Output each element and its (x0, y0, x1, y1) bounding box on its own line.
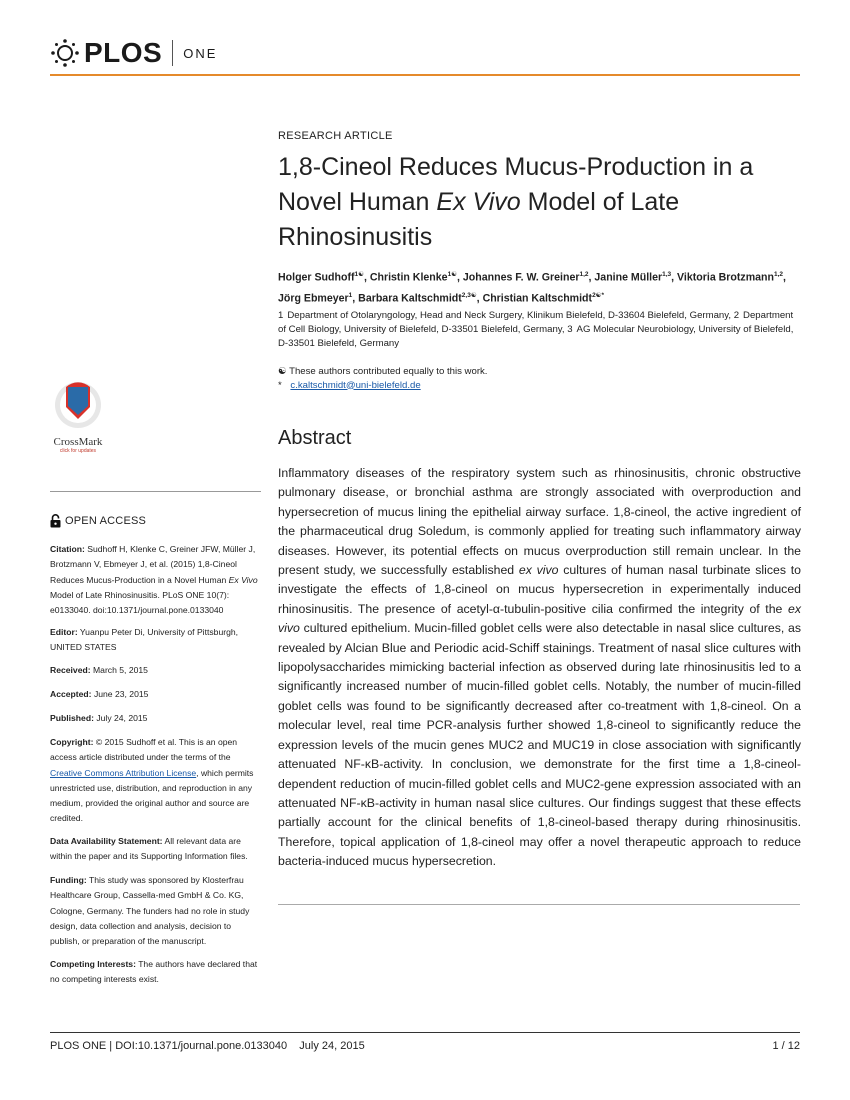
author-name[interactable]: Barbara Kaltschmidt (358, 292, 462, 305)
author-affiliation-marker: 2☯* (592, 291, 605, 299)
affiliations (278, 309, 803, 351)
article-title (278, 150, 798, 255)
data-availability-block (50, 834, 262, 865)
abstract-italic: ex vivo (278, 601, 801, 636)
corresponding-author-note (278, 379, 798, 393)
competing-interests-label: Competing Interests: (50, 959, 136, 969)
abstract-rule (278, 904, 800, 905)
footer-rule (50, 1032, 800, 1033)
author-name[interactable]: Christin Klenke (369, 271, 448, 284)
abstract-heading: Abstract (278, 427, 352, 449)
editor-block (50, 625, 262, 656)
data-availability-text: All relevant data are within the paper and its Supporting Information files. (50, 836, 248, 862)
author-notes (278, 365, 798, 392)
funding-text: This study was sponsored by Klosterfrau Healthcare Group, Cassella-med GmbH & Co. KG, Cologne, Germany. The funders had no role in study design, data collection and analysis, decision to publish, or preparation of the manuscript. (50, 875, 250, 947)
header-rule (50, 74, 800, 76)
crossmark-sublabel: click for updates (59, 448, 97, 454)
citation-block (50, 542, 262, 618)
affiliation-number: 2 (733, 310, 740, 321)
crossmark-badge[interactable] (47, 381, 109, 454)
logo-one-text: ONE (183, 45, 218, 61)
affiliation-text: Department of Otolaryngology, Head and Neck Surgery, Klinikum Bielefeld, D-33604 Bielefeld, Germany, (287, 310, 732, 321)
author-affiliation-marker: 1☯ (354, 271, 364, 278)
affiliation-number: 3 (567, 324, 573, 335)
logo-plos-text: PLOS (84, 37, 163, 68)
open-access-badge (50, 514, 146, 528)
abstract-text (278, 464, 801, 872)
received-label: Received: (50, 665, 91, 675)
page-number: 1 / 12 (772, 1040, 800, 1052)
author-name[interactable]: Viktoria Brotzmann (677, 271, 774, 284)
author-name[interactable]: Jörg Ebmeyer (278, 292, 349, 305)
accepted-label: Accepted: (50, 689, 92, 699)
author-name[interactable]: Johannes F. W. Greiner (462, 271, 580, 284)
abstract-part: cultures of human nasal turbinate slices to investigate the effects of 1,8-cineol on mucus hypersecretion in experimentally induced rhinosinusitis. The presence of acetyl-α-tubulin-positive cilia confirmed the integrity of the (278, 563, 801, 616)
copyright-block (50, 735, 262, 827)
author-affiliation-marker: 1,3 (662, 271, 672, 278)
affiliation-text: AG Molecular Neurobiology, University of Bielefeld, D-33501 Bielefeld, Germany (278, 324, 794, 349)
abstract-part: cultured epithelium. Mucin-filled goblet cells were also detectable in nasal slice cultures, as revealed by Alcian Blue and Periodic acid-Schiff stainings. Treatment of nasal slice cultures with lipopolysaccharides mimicking bacterial infection as observed during late rhinosinusitis led to a significantly increased number of mucin-filled goblet cells. Notably, the number of mucin-filled goblet cells was found to be significantly decreased after co-treatment with 1,8-cineol. On a molecular level, real time PCR-analysis further showed 1,8-cineol to significantly reduce the expression levels of the mucin genes MUC2 and MUC19 in close association with significantly attenuated NF-κB-activity. In conclusion, we demonstrate for the first time a 1,8-cineol-dependent reduction of mucin-filled goblet cells and MUC2-gene expression associated with an attenuated NF-κB-activity in human nasal slice cultures. Our findings suggest that these effects partially account for the clinical benefits of 1,8-cineol-based therapy during rhinosinusitis. Therefore, topical application of 1,8-cineol may offer a novel therapeutic approach to reduce bacteria-induced mucus hypersecretion. (278, 621, 801, 869)
lock-open-icon (50, 514, 61, 528)
published-date: July 24, 2015 (96, 713, 148, 723)
equal-contribution-note: ☯ These authors contributed equally to this work. (278, 366, 488, 377)
accepted-date: June 23, 2015 (93, 689, 149, 699)
citation-italic: Ex Vivo (228, 574, 258, 585)
crossmark-icon (47, 381, 109, 429)
sidebar-rule (50, 491, 261, 492)
abstract-part: Inflammatory diseases of the respiratory system such as rhinosinusitis, chronic obstructive pulmonary disease, or bronchial asthma are strongly associated with overproduction and hypersecretion of mucus lining the epithelial airway surface. 1,8-cineol, the active ingredient of the pharmaceutical drug Soledum, is commonly applied for treating such inflammatory airway diseases. However, its potential effects on mucus overproduction still remain unclear. In the present study, we successfully established (278, 466, 801, 578)
editor-label: Editor: (50, 627, 78, 637)
funding-label: Funding: (50, 875, 87, 885)
author-name[interactable]: Christian Kaltschmidt (482, 292, 593, 305)
author-affiliation-marker: 1,2 (773, 271, 784, 278)
citation-text: Sudhoff H, Klenke C, Greiner JFW, Müller J, Brotzmann V, Ebmeyer J, et al. (2015) 1,8-Cineol Reduces Mucus-Production in a Novel Human (50, 544, 256, 585)
journal-logo[interactable] (50, 36, 217, 70)
article-type: RESEARCH ARTICLE (278, 130, 393, 142)
footer-citation: PLOS ONE | DOI:10.1371/journal.pone.0133040 July 24, 2015 (50, 1040, 365, 1052)
crossmark-label: CrossMark (53, 436, 103, 448)
received-block (50, 663, 262, 678)
author-affiliation-marker: 1,2 (579, 271, 589, 278)
open-access-label: OPEN ACCESS (65, 515, 147, 527)
corresponding-email-link[interactable]: c.kaltschmidt@uni-bielefeld.de (290, 379, 421, 391)
author-affiliation-marker: 1☯ (447, 271, 458, 278)
title-italic: Ex Vivo (436, 188, 521, 216)
received-date: March 5, 2015 (93, 665, 148, 675)
affiliation-text: Department of Cell Biology, University of Bielefeld, D-33501 Bielefeld, Germany, (278, 310, 794, 335)
copyright-text: © 2015 Sudhoff et al. This is an open access article distributed under the terms of the (50, 737, 238, 763)
competing-interests-text: The authors have declared that no competing interests exist. (50, 959, 258, 985)
license-link[interactable]: Creative Commons Attribution License (50, 767, 197, 778)
citation-text-end: Model of Late Rhinosinusitis. PLoS ONE 10(7): e0133040. doi:10.1371/journal.pone.0133040 (50, 589, 230, 616)
accepted-block (50, 687, 262, 702)
editor-text: Yuanpu Peter Di, University of Pittsburgh, UNITED STATES (50, 627, 239, 653)
author-name[interactable]: Janine Müller (594, 271, 663, 284)
author-affiliation-marker: 2,3☯ (461, 291, 477, 299)
published-block (50, 711, 262, 726)
plos-sun-icon (50, 38, 80, 68)
copyright-text-end: , which permits unrestricted use, distribution, and reproduction in any medium, provided the original author and source are credited. (50, 767, 254, 824)
logo-divider (172, 40, 173, 66)
author-affiliation-marker: 1 (348, 291, 353, 299)
title-text-end: Model of Late Rhinosinusitis (278, 188, 680, 251)
data-availability-label: Data Availability Statement: (50, 836, 163, 846)
published-label: Published: (50, 713, 94, 723)
citation-label: Citation: (50, 544, 85, 554)
copyright-label: Copyright: (50, 737, 94, 747)
corresponding-mark: * (278, 379, 282, 391)
title-text: 1,8-Cineol Reduces Mucus-Production in a Novel Human (278, 153, 754, 216)
affiliation-number: 1 (278, 310, 284, 321)
author-name[interactable]: Holger Sudhoff (278, 271, 355, 284)
competing-interests-block (50, 957, 262, 988)
funding-block (50, 873, 262, 949)
abstract-italic: ex vivo (518, 563, 559, 578)
author-list: Holger Sudhoff$^{1☯}$, Christin Klenke$^{1☯}$, Johannes F. W. Greiner$^{1,2}$, Janine Müller$^{1,3}$, Viktoria Brotzmann$^{1,2}$, Jörg Ebmeyer$^1$, Barbara Kaltschmidt$^{2,3☯}$, Christian Kaltschmidt$^{2☯*}$ (278, 271, 786, 305)
